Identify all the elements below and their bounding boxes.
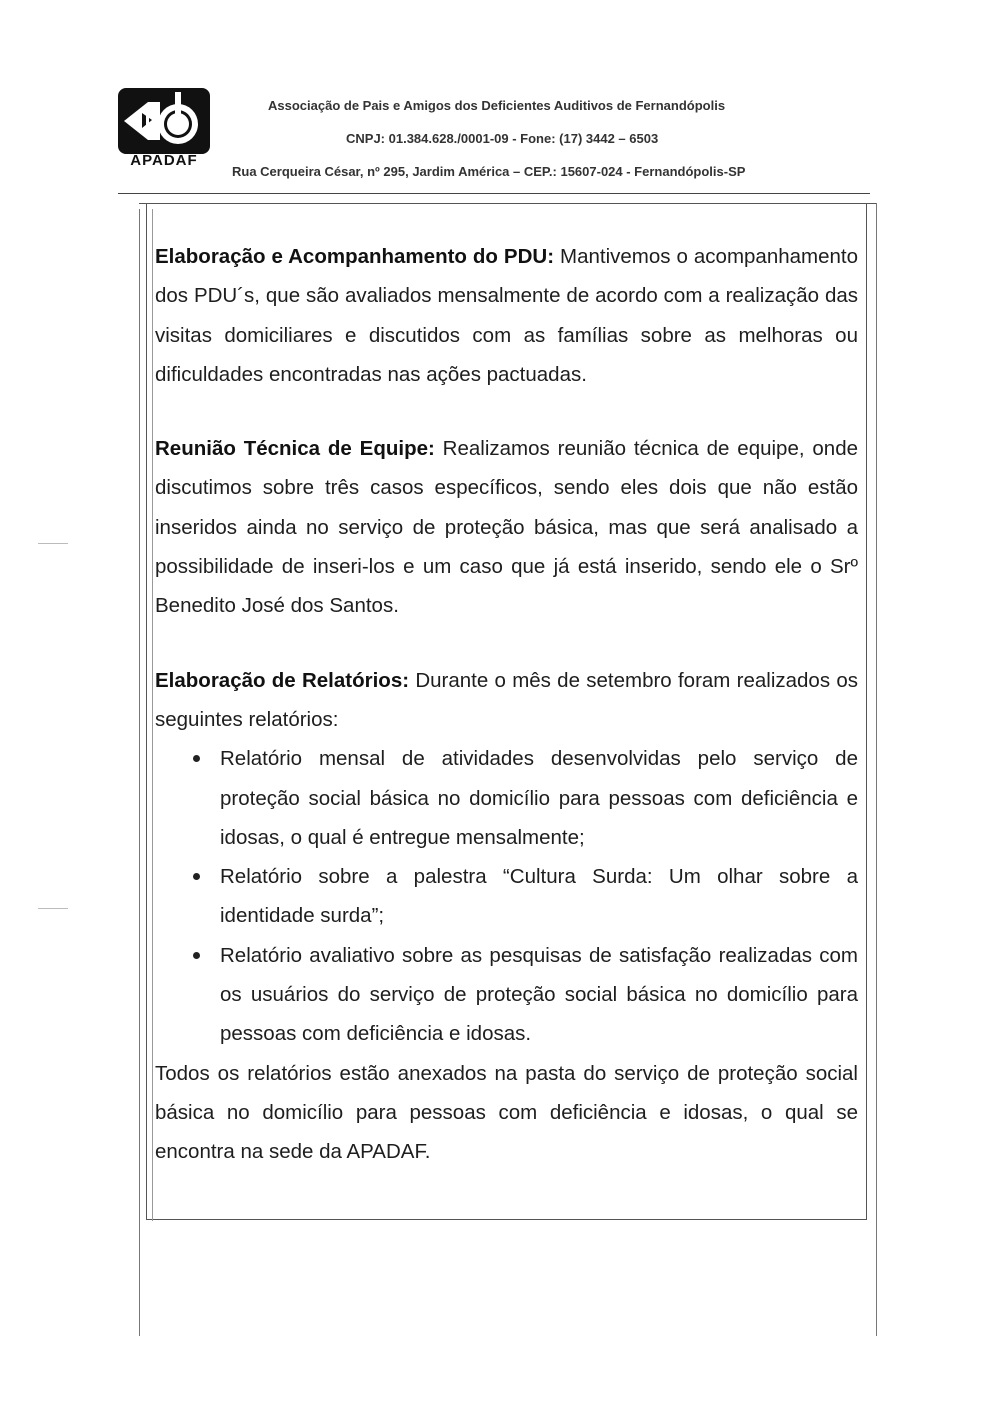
bullet-icon (193, 873, 200, 880)
margin-mark (38, 543, 68, 544)
header-divider (118, 193, 870, 194)
ear-logo-icon (118, 88, 210, 154)
list-item-text: Relatório sobre a palestra “Cultura Surda: Um olhar sobre a identidade surda”; (220, 865, 858, 928)
section-team-meeting (155, 429, 858, 625)
apadaf-logo (118, 88, 210, 170)
list-item (155, 857, 858, 936)
cnpj-phone: CNPJ: 01.384.628./0001-09 - Fone: (17) 3442 – 6503 (346, 131, 659, 146)
frame-right-line (876, 203, 877, 1336)
frame-left-line (139, 209, 140, 1336)
closing-paragraph: Todos os relatórios estão anexados na pasta do serviço de proteção social básica no domicílio para pessoas com deficiência e idosas, o qual se encontra na sede da APADAF. (155, 1061, 858, 1164)
margin-mark (38, 908, 68, 909)
section-heading: Elaboração de Relatórios: (155, 668, 410, 692)
list-item-text: Relatório mensal de atividades desenvolvidas pelo serviço de proteção social básica no domicílio para pessoas com deficiência e idosas, o qual é entregue mensalmente; (220, 747, 858, 849)
organization-name: Associação de Pais e Amigos dos Deficientes Auditivos de Fernandópolis (268, 98, 726, 113)
frame-inner-line (152, 209, 153, 1221)
section-heading: Reunião Técnica de Equipe: (155, 437, 435, 461)
section-reports (155, 661, 858, 740)
section-text: Mantivemos o acompanhamento dos PDU´s, que são avaliados mensalmente de acordo com a realização das visitas domiciliares e discutidos com as famílias sobre as melhoras ou dificuldades encontradas nas ações pactuadas. (155, 245, 858, 386)
section-text: Realizamos reunião técnica de equipe, onde discutimos sobre três casos específicos, sendo eles dois que não estão inseridos ainda no serviço de proteção básica, mas que será analisado a possibilidade de inseri-los e um caso que já está inserido, sendo ele o Srº Benedito José dos Santos. (155, 437, 858, 618)
address: Rua Cerqueira César, nº 295, Jardim América – CEP.: 15607-024 - Fernandópolis-SP (232, 164, 746, 179)
list-item-text: Relatório avaliativo sobre as pesquisas de satisfação realizadas com os usuários do serviço de proteção social básica no domicílio para pessoas com deficiência e idosas. (220, 943, 858, 1046)
bullet-icon (193, 952, 200, 959)
report-body (155, 237, 858, 1172)
section-heading: Elaboração e Acompanhamento do PDU: (155, 245, 555, 268)
list-item (155, 739, 858, 857)
reports-list (155, 739, 858, 1053)
list-item (155, 936, 858, 1054)
section-pdu (155, 237, 858, 394)
logo-text: APADAF (130, 152, 198, 169)
bullet-icon (193, 755, 200, 762)
section-text: Durante o mês de setembro foram realizados os seguintes relatórios: (155, 668, 858, 731)
